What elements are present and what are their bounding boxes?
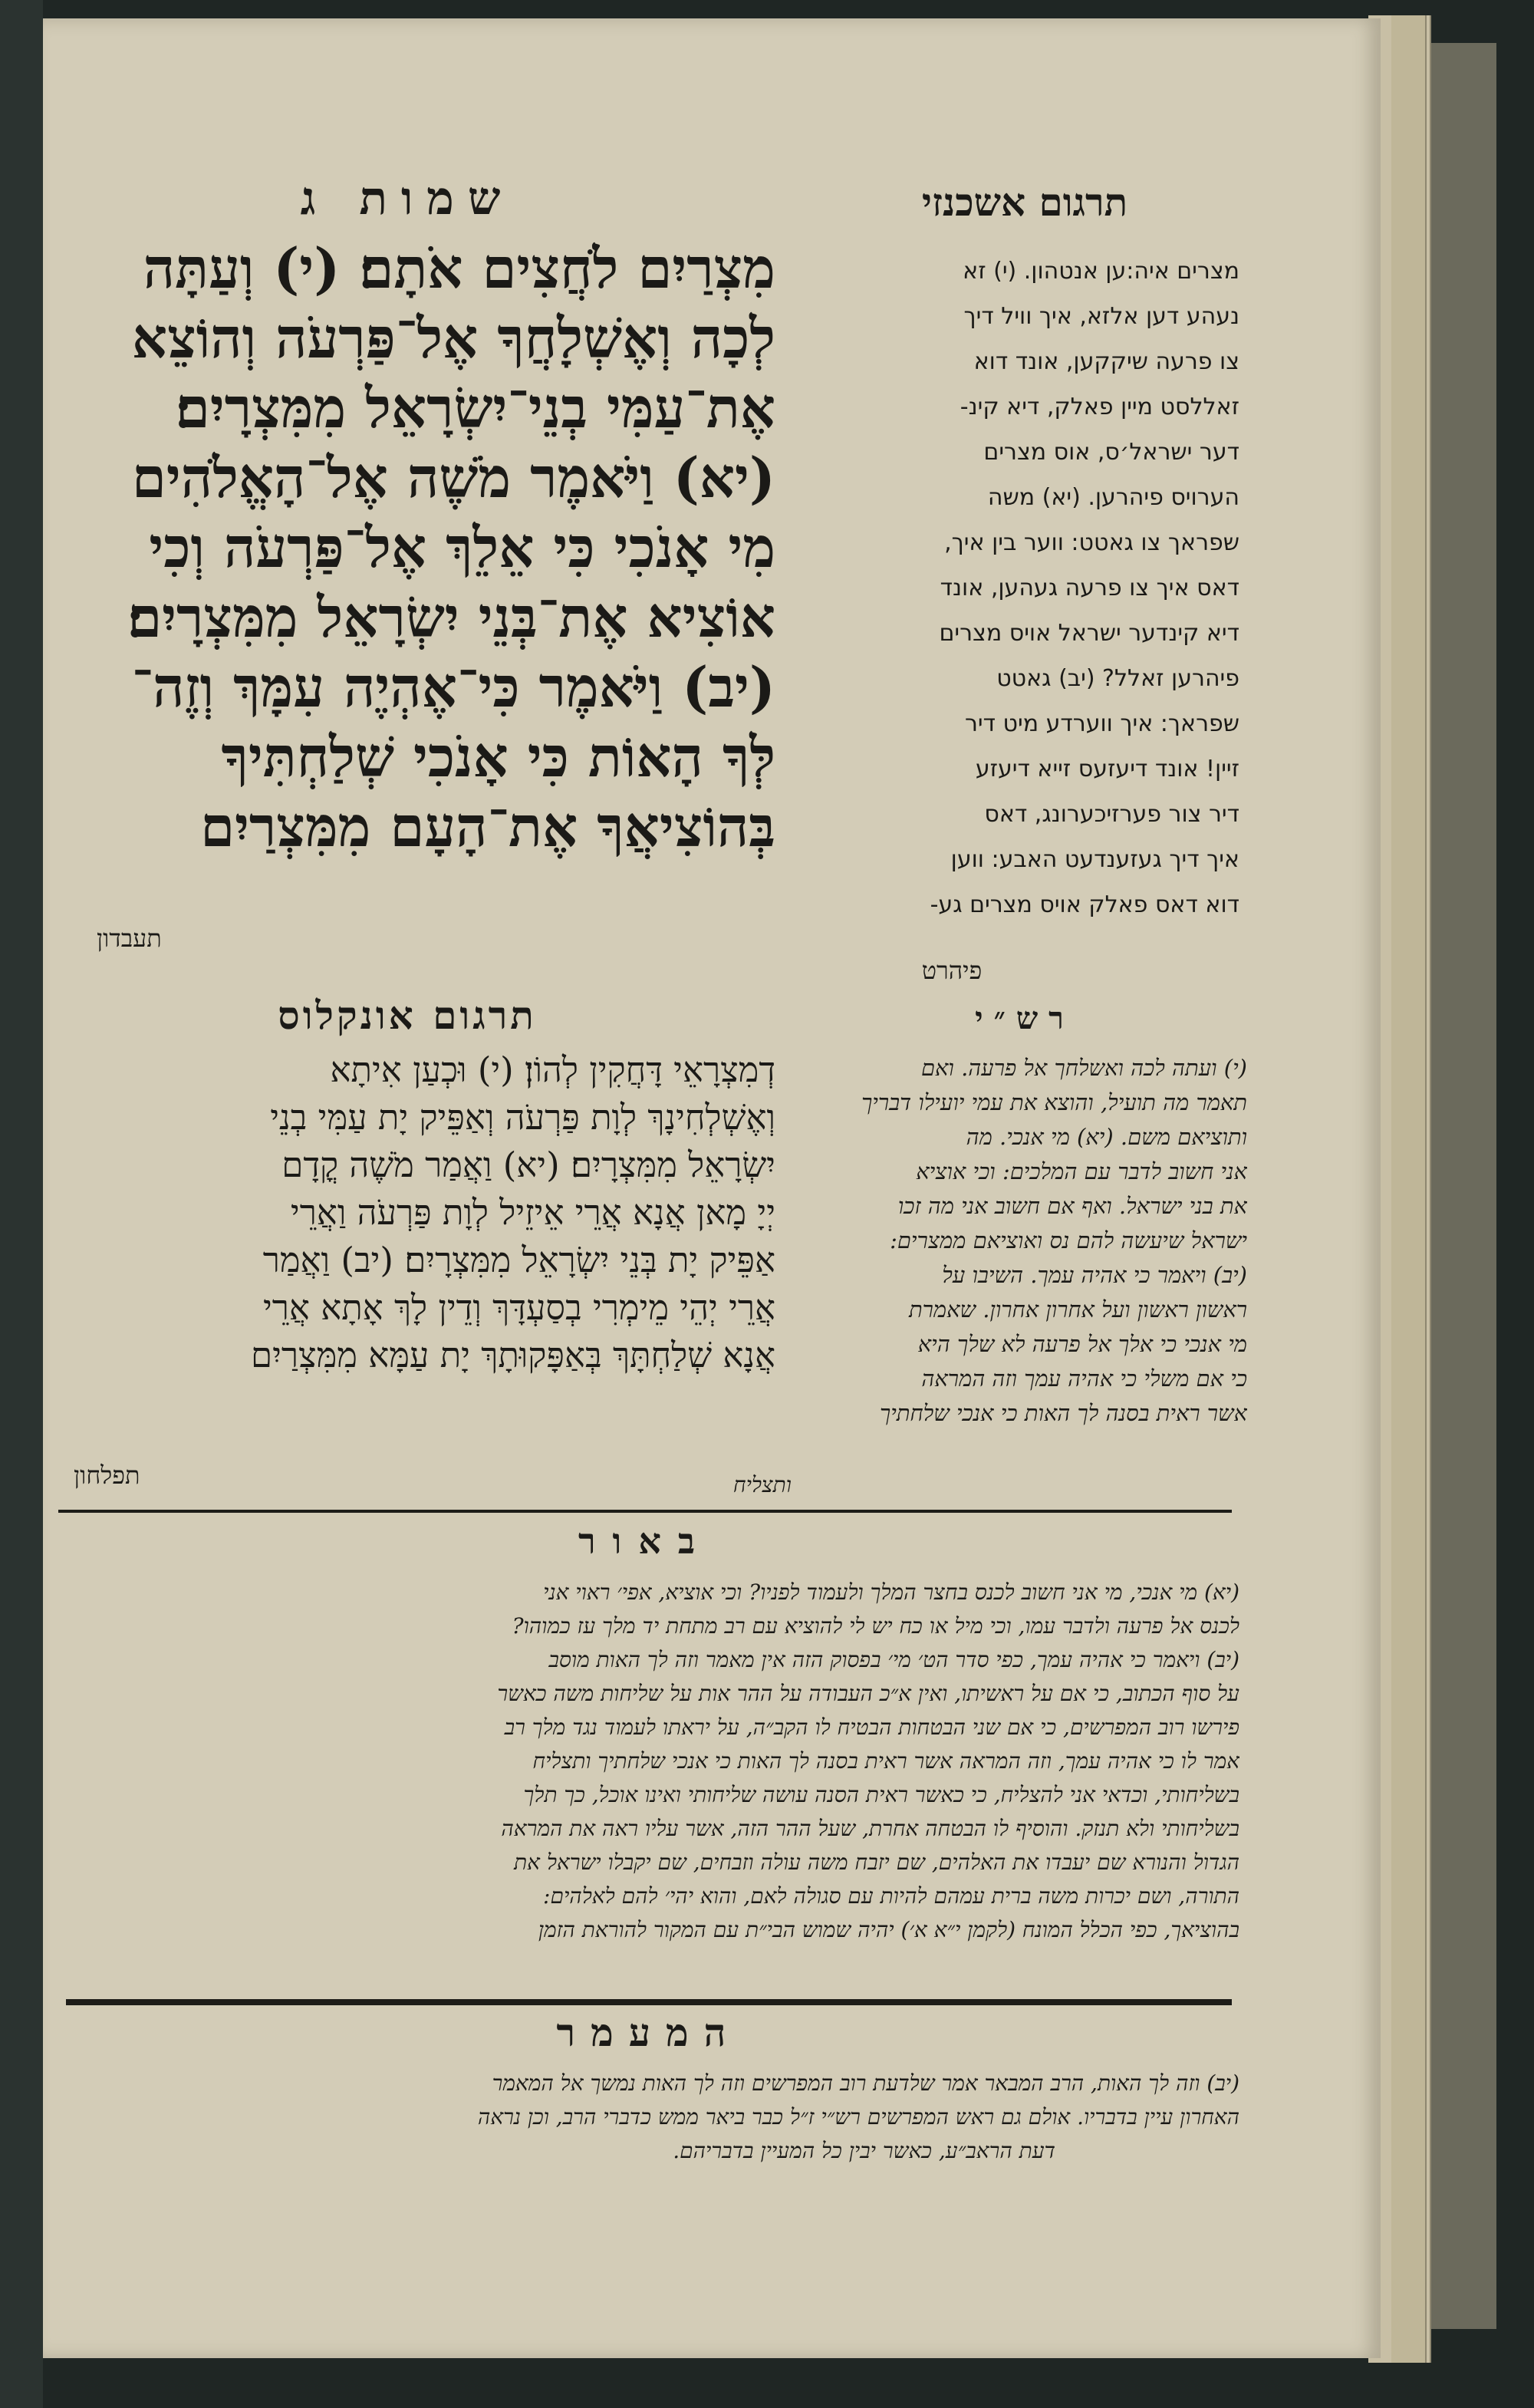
biur-line: פירשו רוב המפרשים, כי אם שני הבטחות הבטיח לו הקב״ה, על יראתו לעמוד נגד מלך רב bbox=[504, 1715, 1239, 1740]
ashkenazi-line: דיר צור פערזיכערונג, דאס bbox=[984, 801, 1239, 828]
onkelos-line: יְיָ מָאן אֲנָא אֲרֵי אֵיזֵיל לְוָת פַּרְעֹה וַאֲרֵי bbox=[290, 1192, 775, 1233]
ashkenazi-line: שפראך צו גאטט: ווער בין איך, bbox=[944, 529, 1239, 556]
ashkenazi-line: איך דיך געזענדעט האבע: ווען bbox=[950, 846, 1239, 873]
onkelos-column bbox=[58, 1046, 775, 1379]
measef-line: (יב) וזה לך האות, הרב המבאר אמר שלדעת רוב המפרשים וזה לך האות נמשך אל המאמר bbox=[492, 2070, 1239, 2096]
book-spine bbox=[0, 0, 43, 2408]
torah-text-column bbox=[51, 233, 775, 861]
onkelos-line: אֲרֵי יְהֵי מֵימְרִי בְסַעְדָּךְ וְדֵין לָךְ אָתָא אֲרֵי bbox=[262, 1287, 775, 1328]
biur-line: (יא) מי אנכי, מי אני חשוב לכנס בחצר המלך ולעמוד לפניו? וכי אוציא, אפי׳ ראוי אני bbox=[543, 1580, 1239, 1605]
targum-ashkenazi-heading: תרגום אשכנזי bbox=[921, 180, 1128, 225]
rashi-line: מי אנכי כי אלך אל פרעה לא שלך היא bbox=[917, 1331, 1247, 1357]
rashi-catchword: ותצליח bbox=[733, 1472, 792, 1497]
onkelos-line: אַפֵּיק יָת בְּנֵי יִשְׂרָאֵל מִמִּצְרָיִם׃ (יב) וַאֲמַר bbox=[262, 1240, 775, 1280]
torah-line: מִצְרַיִם לֹחֲצִים אֹתָם׃ (י) וְעַתָּה bbox=[143, 236, 775, 301]
rashi-column bbox=[703, 1051, 1247, 1431]
biur-line: אמר לו כי אהיה עמך, וזה המראה אשר ראית בסנה לך האות כי אנכי שלחתיך ותצליח bbox=[532, 1748, 1239, 1774]
torah-line: לְכָה וְאֶשְׁלָחֲךָ אֶל־פַּרְעֹה וְהוֹצֵא bbox=[131, 305, 775, 371]
rashi-line: ותוציאם משם. (יא) מי אנכי. מה bbox=[966, 1124, 1247, 1150]
biur-line: הגדול והנורא שם יעבדו את האלהים, שם יזבח משה עולה וזבחים, שם יקבלו ישראל את bbox=[514, 1850, 1239, 1875]
torah-line: אֶת־עַמִּי בְנֵי־יִשְׂרָאֵל מִמִּצְרָיִם׃ bbox=[175, 375, 775, 440]
torah-line: אוֹצִיא אֶת־בְּנֵי יִשְׂרָאֵל מִמִּצְרָיִם׃ bbox=[127, 585, 775, 650]
biur-line: בשליחותי, וכדאי אני להצליח, כי כאשר ראית הסנה עושה שליחותי ואינו אוכל, כך תלך bbox=[523, 1782, 1239, 1807]
measef-line: האחרון עיין בדבריו. אולם גם ראש המפרשים רש״י ז״ל כבר ביאר ממש כדברי הרב, וכן נראה bbox=[477, 2104, 1239, 2130]
onkelos-line: וְאֶשְׁלְחִינָךְ לְוָת פַּרְעֹה וְאַפֵּיק יָת עַמִּי בְנֵי bbox=[270, 1097, 775, 1138]
ashkenazi-line: מצרים איה:ען אנטהון. (י) זא bbox=[963, 258, 1239, 285]
rashi-heading: רש״י bbox=[975, 1000, 1075, 1036]
biur-line: (יב) ויאמר כי אהיה עמך, כפי סדר הט׳ מי׳ בפסוק הזה אין מאמר וזה לך האות מוסב bbox=[548, 1647, 1239, 1672]
biur-line: לכנס אל פרעה ולדבר עמו, וכי מיל או כח יש לי להוציא עם רב מתחת יד מלך עז כמוהו? bbox=[512, 1613, 1239, 1639]
biur-line: התורה, ושם יכרות משה ברית עמהם להיות עם סגולה לאם, והוא יהי׳ להם לאלהים: bbox=[543, 1883, 1239, 1909]
targum-ashkenazi-column bbox=[810, 249, 1239, 927]
rashi-line: כי אם משלי כי אהיה עמך וזה המראה bbox=[921, 1365, 1247, 1392]
measef-heading: המעמר bbox=[556, 2010, 742, 2055]
biur-commentary bbox=[66, 1576, 1239, 1947]
torah-line: מִי אָנֹכִי כִּי אֵלֵךְ אֶל־פַּרְעֹה וְכִי bbox=[149, 515, 775, 580]
rashi-line: (יב) ויאמר כי אהיה עמך. השיבו על bbox=[942, 1262, 1247, 1288]
rashi-line: תאמר מה תועיל, והוצא את עמי יועילו דבריך bbox=[861, 1089, 1247, 1115]
book-page bbox=[43, 18, 1381, 2358]
torah-line: (יא) וַיֹּאמֶר מֹשֶׁה אֶל־הָאֱלֹהִים bbox=[131, 445, 775, 510]
torah-heading: שמות ג bbox=[300, 172, 515, 226]
rashi-line: ראשון ראשון ועל אחרון אחרון. שאמרת bbox=[909, 1296, 1247, 1323]
ashkenazi-line: פיהרען זאלל? (יב) גאטט bbox=[996, 665, 1239, 692]
biur-line: על סוף הכתוב, כי אם על ראשיתו, ואין א״כ העבודה על ההר אות על שליחות משה כאשר bbox=[497, 1681, 1239, 1706]
onkelos-line: יִשְׂרָאֵל מִמִּצְרָיִם׃ (יא) וַאֲמַר מֹשֶׁה קֳדָם bbox=[281, 1145, 775, 1185]
ashkenazi-line: הערויס פיהרען. (יא) משה bbox=[987, 484, 1239, 511]
onkelos-line: אֲנָא שְׁלַחְתָּךְ בְּאַפָּקוּתָךְ יָת עַמָּא מִמִּצְרַיִם bbox=[251, 1335, 775, 1375]
rashi-line: אשר ראית בסנה לך האות כי אנכי שלחתיך bbox=[879, 1400, 1247, 1426]
onkelos-heading: תרגום אונקלוס bbox=[278, 993, 537, 1038]
rashi-line: (י) ועתה לכה ואשלחך אל פרעה. ואם bbox=[920, 1055, 1247, 1081]
ashkenazi-line: נעהע דען אלזא, איך וויל דיך bbox=[963, 303, 1239, 330]
rashi-line: את בני ישראל. ואף אם חשוב אני מה זכו bbox=[897, 1193, 1247, 1219]
page-edges-inner bbox=[1391, 15, 1427, 2363]
rashi-line: ישראל שיעשה להם נס ואוציאם ממצרים: bbox=[890, 1227, 1247, 1253]
section-rule bbox=[58, 1510, 1232, 1513]
ashkenazi-line: צו פרעה שיקקען, אונד דוא bbox=[973, 348, 1239, 375]
biur-line: בשליחותי ולא תנזק. והוסיף לו הבטחה אחרת, שעל ההר הזה, אשר עליו ראה את המראה bbox=[501, 1816, 1239, 1841]
ashkenazi-line: זאללסט מיין פאלק, דיא קינ- bbox=[960, 394, 1239, 420]
torah-line: לְּךָ הָאוֹת כִּי אָנֹכִי שְׁלַחְתִּיךָ bbox=[221, 724, 775, 789]
torah-line: בְּהוֹצִיאֲךָ אֶת־הָעָם מִמִּצְרַיִם bbox=[200, 794, 775, 859]
ashkenazi-line: דוא דאס פאלק אויס מצרים גע- bbox=[930, 891, 1239, 918]
torah-line: (יב) וַיֹּאמֶר כִּי־אֶהְיֶה עִמָּךְ וְזֶה־ bbox=[131, 654, 775, 720]
ashkenazi-catchword: פיהרט bbox=[921, 956, 983, 985]
ashkenazi-line: שפראך: איך ווערדע מיט דיר bbox=[965, 710, 1239, 737]
torah-catchword: תעבדון bbox=[97, 924, 162, 953]
biur-heading: באור bbox=[578, 1520, 713, 1562]
onkelos-catchword: תפלחון bbox=[74, 1461, 140, 1490]
ashkenazi-line: דאס איך צו פרעה געהען, אונד bbox=[940, 575, 1239, 601]
ashkenazi-line: זיין! אונד דיעזעס זייא דיעזע bbox=[975, 756, 1239, 782]
thick-section-rule bbox=[66, 1999, 1232, 2005]
onkelos-line: דְמִצְרָאֵי דָּחֲקִין לְהוֹן׃ (י) וּכְעַן אִיתָא bbox=[330, 1049, 775, 1090]
measef-commentary bbox=[66, 2067, 1239, 2168]
measef-line: דעת הראב״ע, כאשר יבין כל המעיין בדבריהם. bbox=[673, 2138, 1055, 2163]
ashkenazi-line: דער ישראל׳ס, אוס מצרים bbox=[983, 439, 1239, 466]
rashi-line: אני חשוב לדבר עם המלכים: וכי אוציא bbox=[916, 1158, 1247, 1184]
ashkenazi-line: דיא קינדער ישראל אויס מצרים bbox=[939, 620, 1239, 647]
biur-line: בהוציאך, כפי הכלל המונח (לקמן י״א א׳) יהיה שמוש הבי״ת עם המקור להוראת הזמן bbox=[538, 1917, 1239, 1942]
